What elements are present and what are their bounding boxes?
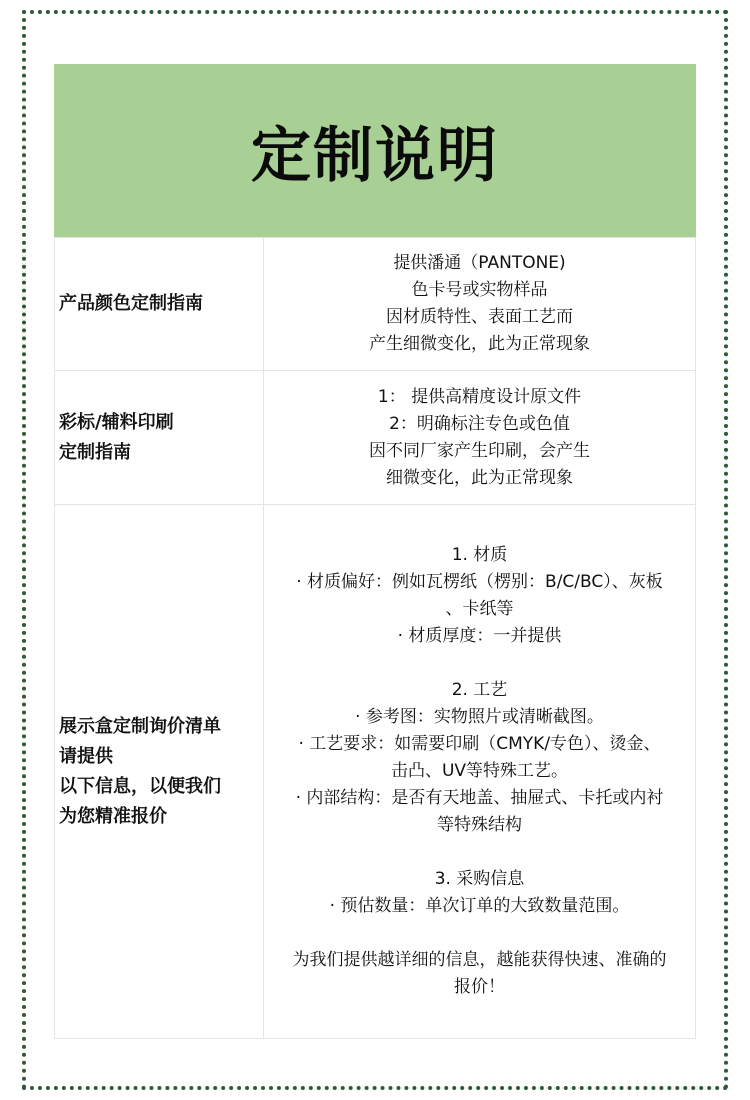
row-content <box>264 505 696 1039</box>
page-title: 定制说明 <box>251 120 499 191</box>
label-line: 产品颜色定制指南 <box>59 293 203 314</box>
spacer <box>270 920 689 947</box>
content-line: · 工艺要求：如需要印刷（CMYK/专色）、烫金、 <box>298 734 661 754</box>
content-line: 2：明确标注专色或色值 <box>389 413 570 434</box>
closing-line: 报价！ <box>454 977 505 997</box>
label-line: 展示盒定制询价清单 <box>59 715 221 737</box>
content-line: 细微变化，此为正常现象 <box>386 467 573 488</box>
content-line: 因不同厂家产生印刷，会产生 <box>369 440 590 461</box>
section-heading: 1. 材质 <box>451 545 508 565</box>
content-line: · 内部结构：是否有天地盖、抽屉式、卡托或内衬 <box>295 788 664 808</box>
content-line: · 预估数量：单次订单的大致数量范围。 <box>329 896 630 916</box>
spec-table <box>54 237 696 1039</box>
row-label <box>55 371 264 505</box>
content-line: · 参考图：实物照片或清晰截图。 <box>355 707 604 727</box>
content-line: 、卡纸等 <box>445 599 514 619</box>
content-line: 色卡号或实物样品 <box>411 280 548 300</box>
table-row <box>55 505 696 1039</box>
label-line: 请提供 <box>59 745 113 767</box>
row-label <box>55 238 264 371</box>
row-label <box>55 505 264 1039</box>
row-content <box>264 371 696 505</box>
section-heading: 2. 工艺 <box>451 680 508 700</box>
content-line: · 材质厚度：一并提供 <box>397 626 562 646</box>
row-content <box>264 238 696 371</box>
content-line: 等特殊结构 <box>437 815 522 835</box>
content-line: 1： 提供高精度设计原文件 <box>377 386 582 407</box>
content-line: 因材质特性、表面工艺而 <box>386 307 573 327</box>
content-line: 产生细微变化，此为正常现象 <box>369 334 590 354</box>
label-line: 定制指南 <box>59 441 131 463</box>
spacer <box>270 650 689 677</box>
label-line: 为您精准报价 <box>59 805 167 827</box>
customization-sheet <box>54 64 696 1036</box>
closing-line: 为我们提供越详细的信息，越能获得快速、准确的 <box>292 950 667 970</box>
table-row <box>55 371 696 505</box>
spacer <box>270 839 689 866</box>
content-line: · 材质偏好：例如瓦楞纸（楞别：B/C/BC）、灰板 <box>296 572 663 592</box>
content-line: 提供潘通（PANTONE) <box>393 253 566 273</box>
content-line: 击凸、UV等特殊工艺。 <box>390 761 569 781</box>
title-banner <box>54 64 696 237</box>
section-heading: 3. 采购信息 <box>434 869 525 889</box>
label-line: 彩标/辅料印刷 <box>59 411 174 433</box>
label-line: 以下信息，以便我们 <box>59 775 221 797</box>
table-row <box>55 238 696 371</box>
